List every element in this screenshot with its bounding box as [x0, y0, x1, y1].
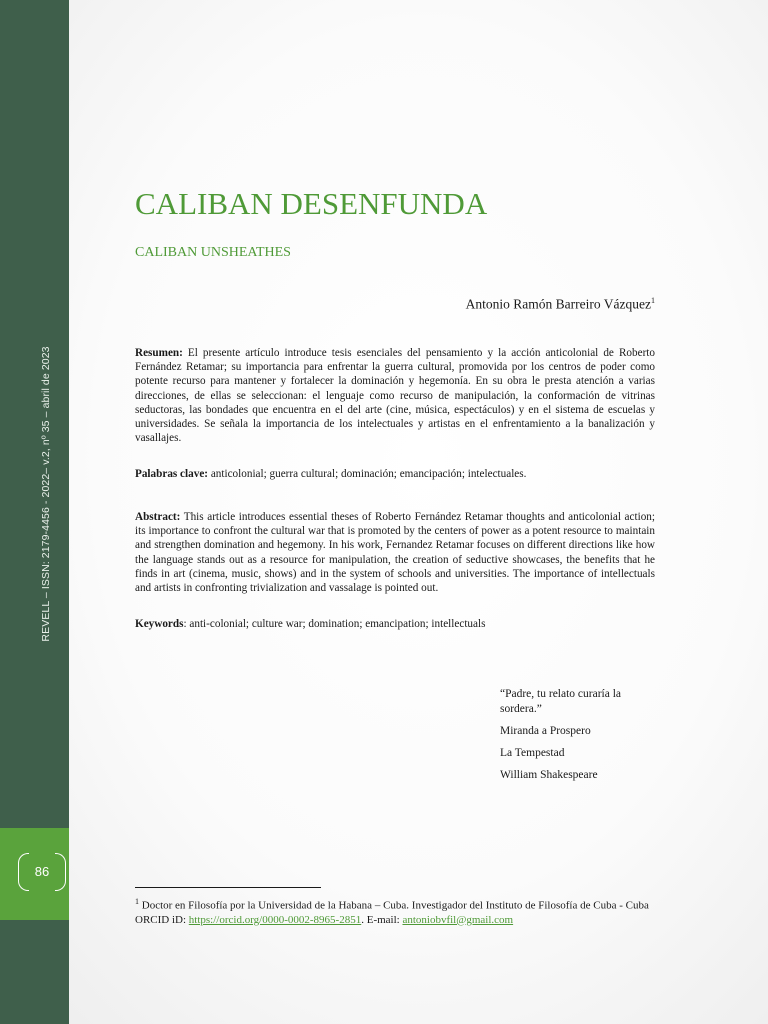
abstract-text: This article introduces essential theses of Roberto Fernández Retamar thoughts and anticolonial action; its importance to confront the cultural war that is promoted by the centers of power as a potent resource to maintain and strengthen domination and hegemony. In his work, Fernandez Retamar focuses on different directions like how the language stands out as a resource for manipulation, the creation of seductive showcases, the benefits that he finds in art (cinema, music, shows) and in the system of schools and universities. The importance of intellectuals and artists in confronting trivialization and vassalage is pointed out. — [135, 511, 655, 595]
epigraph — [500, 687, 660, 790]
epigraph-quote: “Padre, tu relato curaría la sordera.” — [500, 688, 622, 715]
keywords-paragraph — [135, 617, 655, 631]
email-link[interactable]: antoniobvfil@gmail.com — [402, 913, 514, 926]
epigraph-author: William Shakespeare — [500, 768, 598, 781]
footnote-mark: 1 — [135, 897, 139, 906]
resumen-text: El presente artículo introduce tesis esenciales del pensamiento y la acción anticolonial de Roberto Fernández Retamar; su importancia para enfrentar la guerra cultural, promovida por los centros de poder como potente recurso para mantener y fortalecer la dominación y hegemonía. En su obra le presta atención a varias direcciones, de ellas se seleccionan: el lenguaje como recurso de manipulación, la conformación de vitrinas seductoras, las bondades que encuentra en el del arte (cine, música, espectáculos) y en el sistema de escuelas y universidades. Se señala la importancia de los intelectuales y artistas en el enfrentamiento a la banalización y vasallajes. — [135, 347, 655, 445]
journal-info: REVELL – ISSN: 2179-4456 - 2022– v.2, nº 35 – abril de 2023 — [40, 346, 52, 642]
author-name: Antonio Ramón Barreiro Vázquez — [465, 296, 651, 312]
palabras-clave-label: Palabras clave: — [135, 468, 209, 480]
epigraph-work: La Tempestad — [500, 746, 565, 759]
keywords-text: : anti-colonial; culture war; domination; emancipation; intellectuals — [183, 618, 486, 630]
page-badge — [18, 853, 66, 891]
palabras-clave-paragraph — [135, 467, 655, 481]
palabras-clave-text: anticolonial; guerra cultural; dominación; emancipación; intelectuales. — [208, 468, 527, 480]
keywords-label: Keywords — [135, 618, 184, 630]
email-label: . E-mail: — [361, 913, 403, 926]
author-footnote-mark: 1 — [651, 296, 655, 305]
abstract-paragraph — [135, 510, 655, 595]
article-title: CALIBAN DESENFUNDA — [135, 186, 488, 221]
abstract-label: Abstract: — [135, 511, 181, 523]
epigraph-speaker: Miranda a Prospero — [500, 724, 591, 737]
page-number: 86 — [34, 864, 50, 879]
orcid-link[interactable]: https://orcid.org/0000-0002-8965-2851 — [188, 913, 362, 926]
footnote-divider — [135, 887, 321, 888]
footnote-text: Doctor en Filosofía por la Universidad de la Habana – Cuba. Investigador del Instituto de Filosofía de Cuba - Cuba ORCID iD: — [135, 899, 649, 926]
resumen-paragraph — [135, 346, 655, 445]
article-subtitle: CALIBAN UNSHEATHES — [135, 245, 291, 260]
resumen-label: Resumen: — [135, 347, 183, 359]
footnote — [135, 895, 655, 927]
article-author — [466, 296, 655, 313]
